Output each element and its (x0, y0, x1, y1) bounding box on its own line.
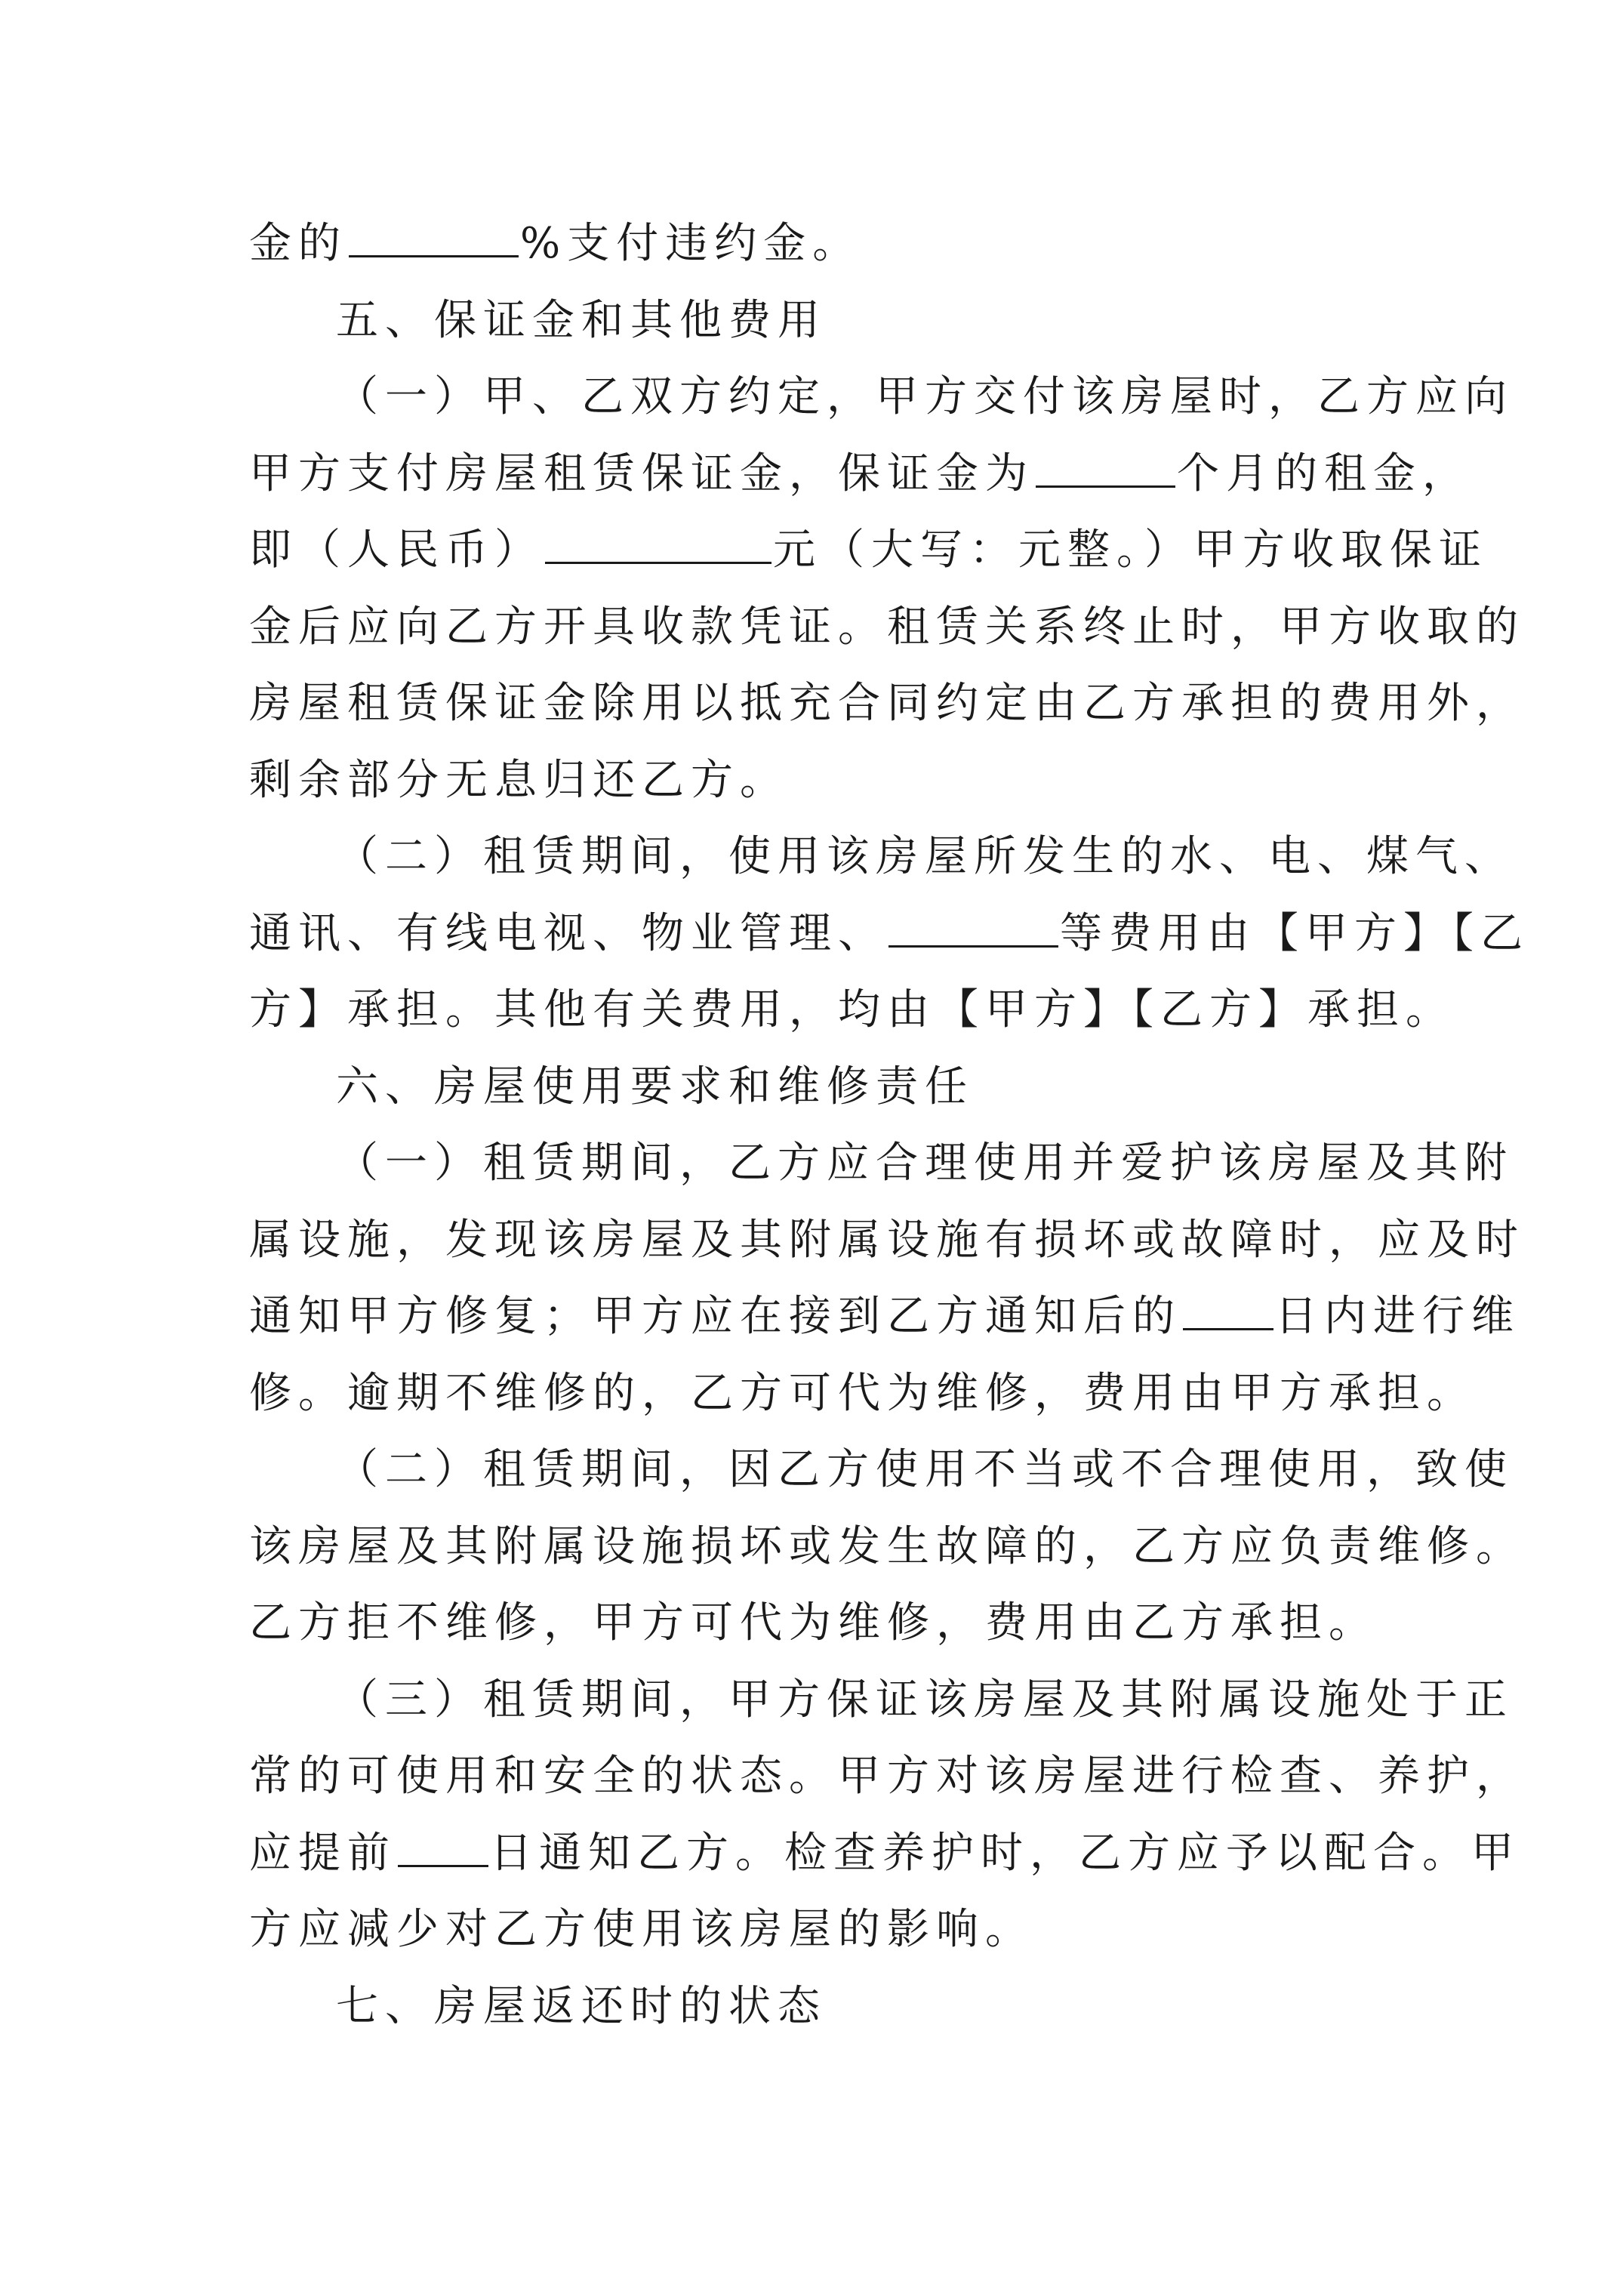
section-heading-7 (249, 1968, 1397, 2045)
line-19-text: 乙方拒不维修，甲方可代为维修，费用由乙方承担。 (249, 1598, 1378, 1647)
line-15-text-1: 通知甲方修复；甲方应在接到乙方通知后的 (249, 1292, 1181, 1341)
section-heading-5 (249, 282, 1397, 359)
fill-in-blank-penalty-percent (349, 215, 519, 257)
line-9-text: （二）租赁期间，使用该房屋所发生的水、电、煤气、 (336, 832, 1514, 881)
text-line-7 (249, 665, 1525, 742)
fill-in-blank-other-fees (888, 905, 1058, 947)
text-line-14 (249, 1202, 1525, 1279)
text-line-5 (249, 512, 1488, 589)
text-line-18 (249, 1509, 1525, 1586)
text-line-15 (249, 1278, 1520, 1355)
line-22-text-1: 应提前 (249, 1828, 396, 1878)
text-line-8 (249, 742, 1397, 819)
line-24-text: 七、房屋返还时的状态 (336, 1981, 827, 2031)
line-22-text-2: 日通知乙方。检查养护时，乙方应予以配合。甲 (490, 1828, 1520, 1878)
line-15-text-2: 日内进行维 (1275, 1292, 1520, 1341)
text-line-10 (249, 895, 1529, 972)
fill-in-blank-deposit-amount (545, 522, 771, 564)
line-12-text: 六、房屋使用要求和维修责任 (336, 1062, 974, 1111)
line-4-text-1: 甲方支付房屋租赁保证金，保证金为 (249, 448, 1034, 498)
line-11-text: 方】承担。其他有关费用，均由【甲方】【乙方】承担。 (249, 985, 1455, 1034)
contract-body (249, 205, 1529, 2045)
text-line-23 (249, 1891, 1397, 1968)
line-8-text: 剩余部分无息归还乙方。 (249, 755, 789, 805)
text-line-17 (249, 1432, 1514, 1509)
text-line-9 (249, 818, 1514, 895)
line-23-text: 方应减少对乙方使用该房屋的影响。 (249, 1905, 1034, 1954)
text-line-22 (249, 1815, 1520, 1892)
line-6-text: 金后应向乙方开具收款凭证。租赁关系终止时，甲方收取的 (249, 602, 1525, 652)
line-18-text: 该房屋及其附属设施损坏或发生故障的，乙方应负责维修。 (249, 1521, 1525, 1571)
text-line-20 (249, 1662, 1514, 1739)
fill-in-blank-repair-days (1183, 1288, 1273, 1330)
line-13-text: （一）租赁期间，乙方应合理使用并爱护该房屋及其附 (336, 1139, 1514, 1188)
text-line-11 (249, 972, 1455, 1049)
line-1-text-1: 金的 (249, 219, 347, 268)
line-10-text-2: 等费用由【甲方】【乙 (1060, 908, 1529, 958)
text-line-4 (249, 436, 1471, 513)
line-20-text: （三）租赁期间，甲方保证该房屋及其附属设施处于正 (336, 1675, 1514, 1724)
line-3-text: （一）甲、乙双方约定，甲方交付该房屋时，乙方应向 (336, 372, 1514, 421)
fill-in-blank-deposit-months (1036, 445, 1175, 487)
line-17-text: （二）租赁期间，因乙方使用不当或不合理使用，致使 (336, 1445, 1514, 1494)
line-14-text: 属设施，发现该房屋及其附属设施有损坏或故障时，应及时 (249, 1215, 1525, 1265)
text-line-16 (249, 1355, 1476, 1432)
text-line-13 (249, 1125, 1514, 1202)
line-4-text-2: 个月的租金， (1177, 448, 1471, 498)
fill-in-blank-notice-days (398, 1824, 488, 1866)
line-1-text-2: %支付违约金。 (520, 219, 862, 268)
line-7-text: 房屋租赁保证金除用以抵充合同约定由乙方承担的费用外， (249, 679, 1525, 728)
line-21-text: 常的可使用和安全的状态。甲方对该房屋进行检查、养护， (249, 1752, 1525, 1801)
text-line-3 (249, 359, 1514, 436)
line-10-text-1: 通讯、有线电视、物业管理、 (249, 908, 887, 958)
line-5-text-1: 即（人民币） (249, 525, 544, 575)
line-2-text: 五、保证金和其他费用 (336, 295, 827, 345)
line-5-text-2: 元（大写：元整。）甲方收取保证 (773, 525, 1488, 575)
text-line-6 (249, 589, 1525, 666)
line-16-text: 修。逾期不维修的，乙方可代为维修，费用由甲方承担。 (249, 1368, 1476, 1418)
text-line-21 (249, 1738, 1525, 1815)
text-line-1 (249, 205, 1397, 282)
text-line-19 (249, 1585, 1397, 1662)
section-heading-6 (249, 1049, 1397, 1126)
